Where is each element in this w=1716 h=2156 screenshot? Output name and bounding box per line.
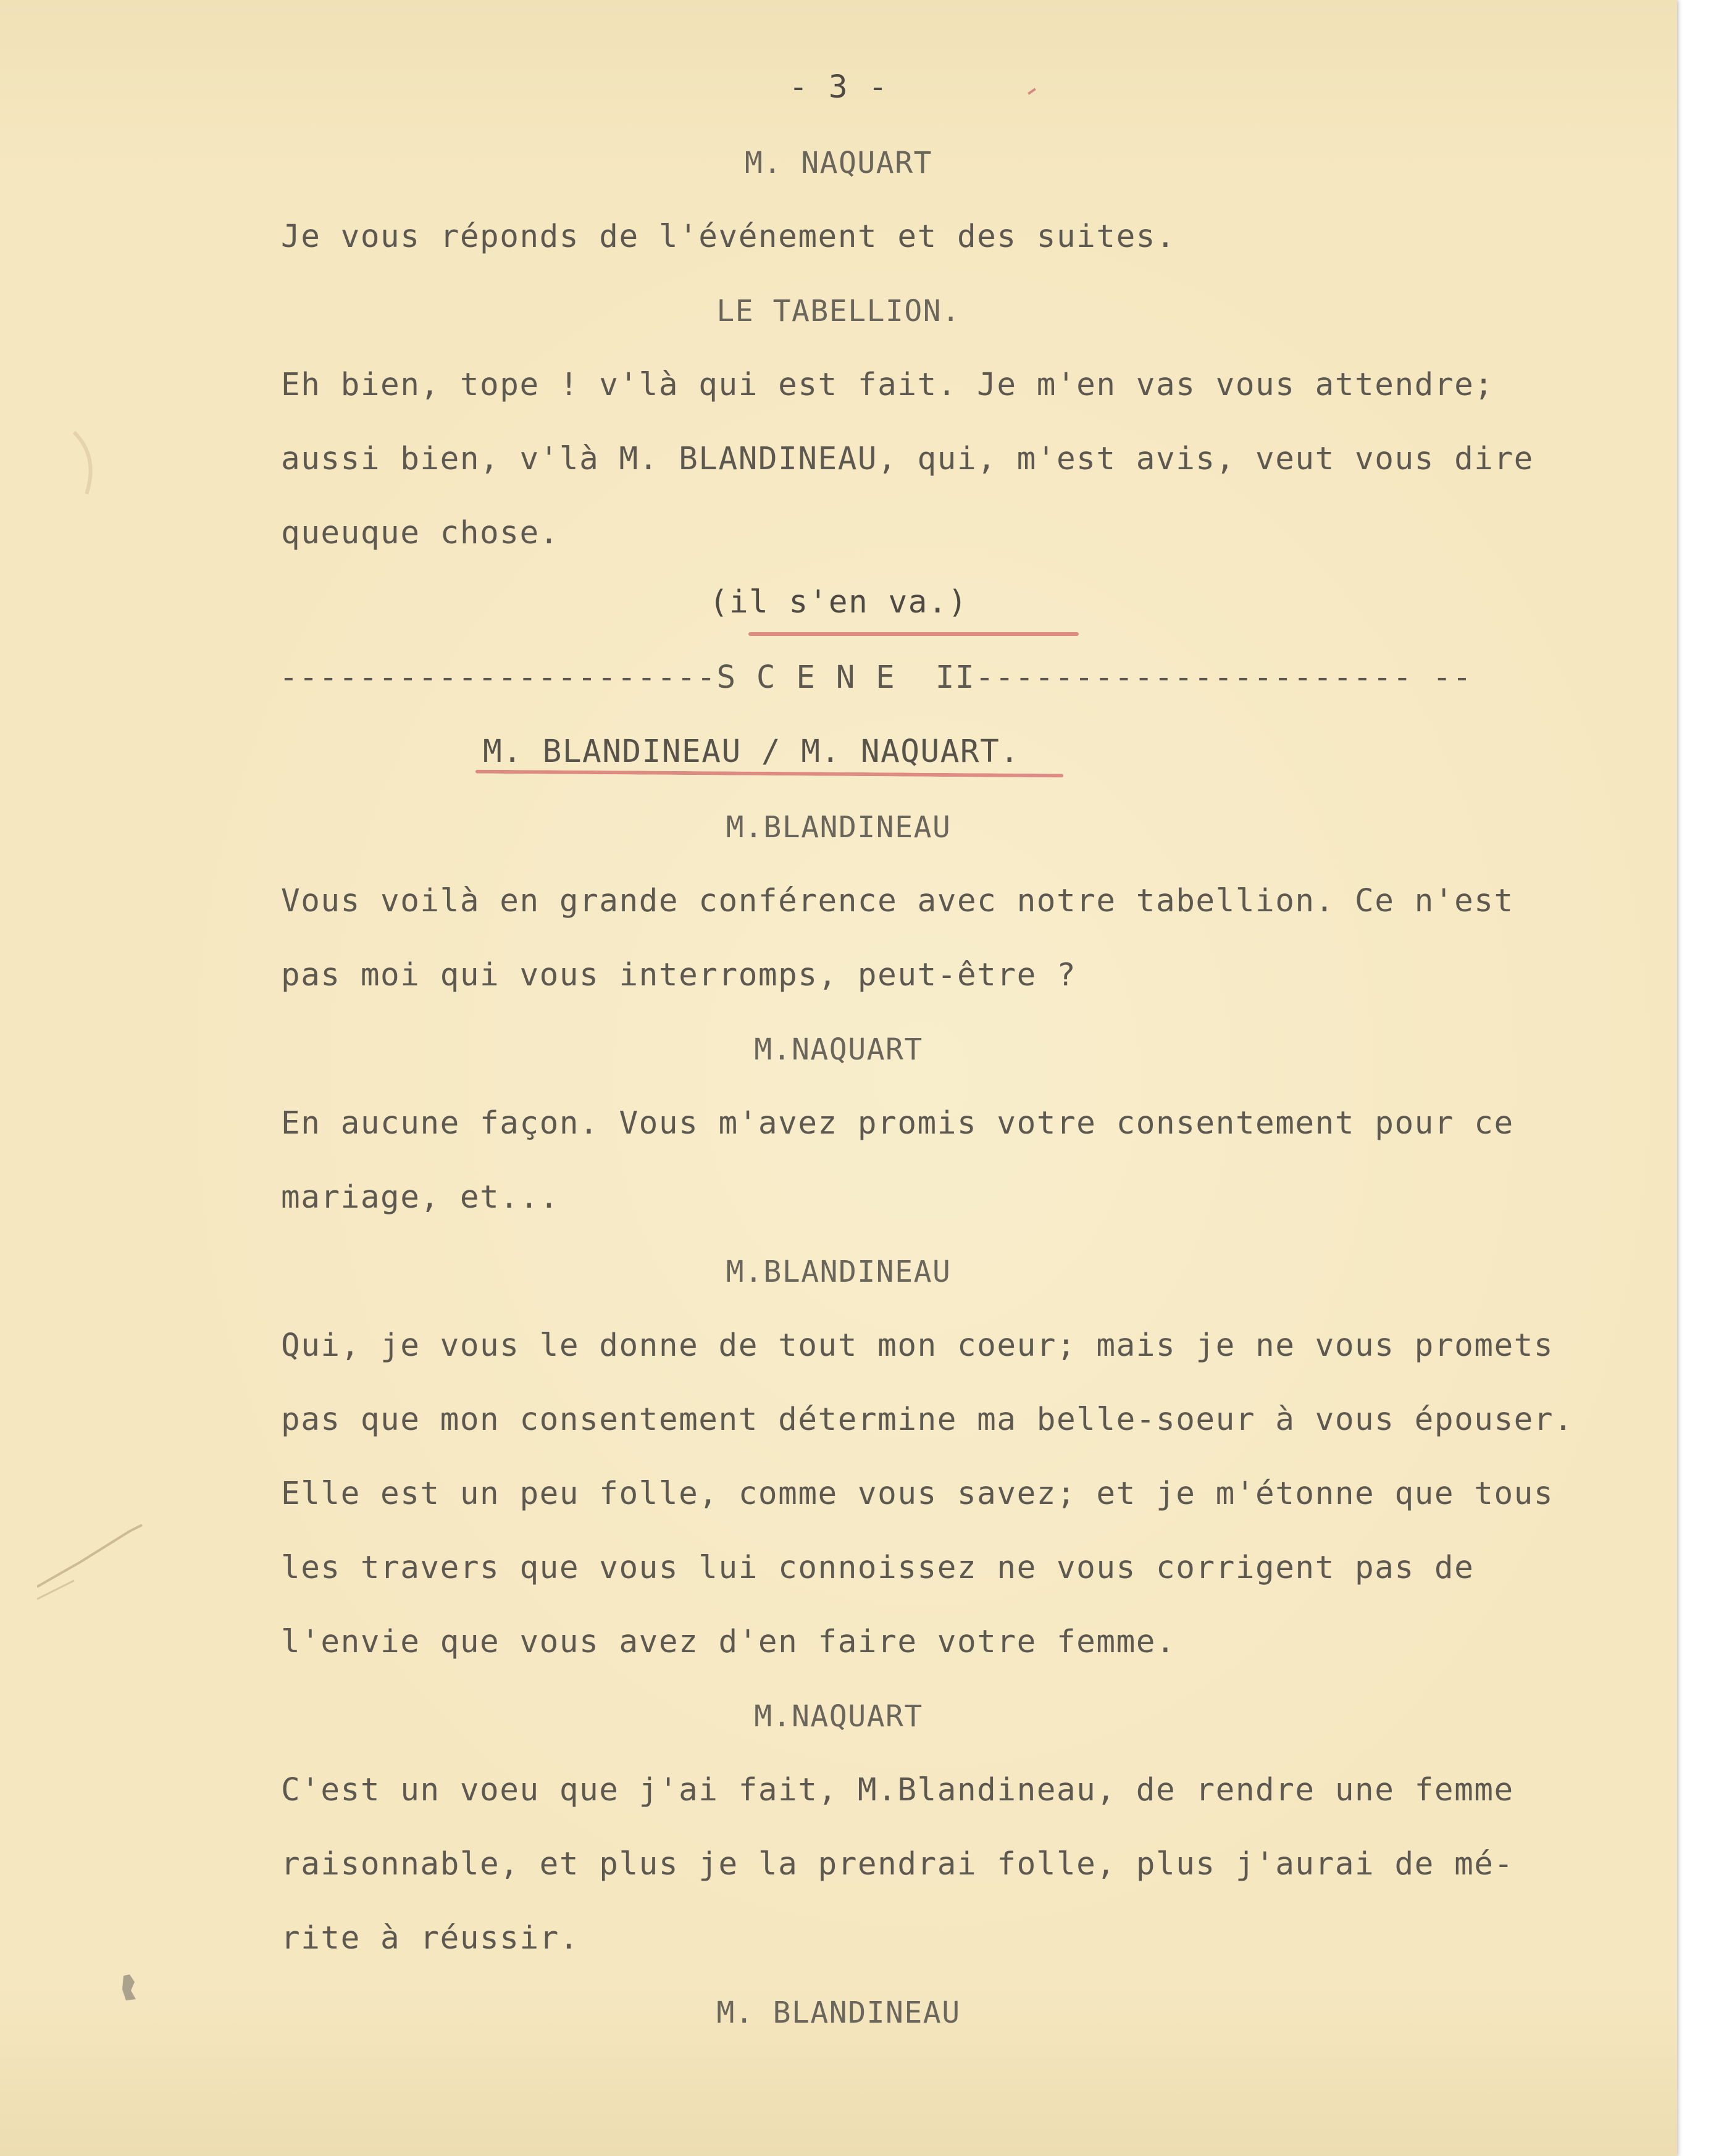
dialogue-line: raisonnable, et plus je la prendrai folle, plus j'aurai de mé- [281, 1846, 1514, 1882]
dialogue-line: l'envie que vous avez d'en faire votre femme. [281, 1624, 1176, 1660]
speaker-naquart-1: M. NAQUART [745, 146, 932, 180]
dialogue-line: En aucune façon. Vous m'avez promis votre consentement pour ce [281, 1105, 1514, 1142]
dialogue-line: Qui, je vous le donne de tout mon coeur; mais je ne vous promets [281, 1327, 1554, 1364]
red-underline [748, 632, 1079, 636]
stage-direction: (il s'en va.) [709, 584, 968, 620]
dialogue-line: Vous voilà en grande conférence avec notre tabellion. Ce n'est [281, 883, 1514, 919]
page-number: - 3 - [789, 69, 889, 106]
speaker-naquart-3: M.NAQUART [754, 1699, 923, 1734]
dialogue-line: C'est un voeu que j'ai fait, M.Blandineau, de rendre une femme [281, 1772, 1514, 1808]
dialogue-line: aussi bien, v'là M. BLANDINEAU, qui, m'est avis, veut vous dire [281, 441, 1534, 477]
dialogue-line: mariage, et... [281, 1179, 559, 1216]
dialogue-line: rite à réussir. [281, 1920, 580, 1957]
dialogue-line: les travers que vous lui connoissez ne vous corrigent pas de [281, 1550, 1475, 1586]
dialogue-line: pas que mon consentement détermine ma belle-soeur à vous épouser. [281, 1402, 1574, 1438]
paper-tear-mark [37, 1494, 148, 1618]
speaker-naquart-2: M.NAQUART [754, 1032, 923, 1067]
dialogue-line: Je vous réponds de l'événement et des suites. [281, 219, 1176, 255]
dialogue-line: pas moi qui vous interromps, peut-être ? [281, 957, 1077, 993]
speaker-tabellion: LE TABELLION. [716, 294, 961, 328]
red-underline [475, 770, 1063, 778]
paper-crease-mark [62, 420, 136, 519]
speaker-blandineau-2: M.BLANDINEAU [726, 1255, 952, 1289]
scene-heading: ----------------------S C E N E II---------------------- -- [279, 659, 1473, 696]
dialogue-line: Elle est un peu folle, comme vous savez; et je m'étonne que tous [281, 1476, 1554, 1512]
dialogue-line: queuque chose. [281, 515, 559, 551]
dialogue-line: Eh bien, tope ! v'là qui est fait. Je m'en vas vous attendre; [281, 367, 1494, 403]
speaker-blandineau-1: M.BLANDINEAU [726, 810, 952, 845]
speaker-blandineau-3: M. BLANDINEAU [716, 1995, 961, 2030]
ink-smudge-mark [117, 1970, 142, 2007]
scene-characters: M. BLANDINEAU / M. NAQUART. [483, 733, 1020, 770]
